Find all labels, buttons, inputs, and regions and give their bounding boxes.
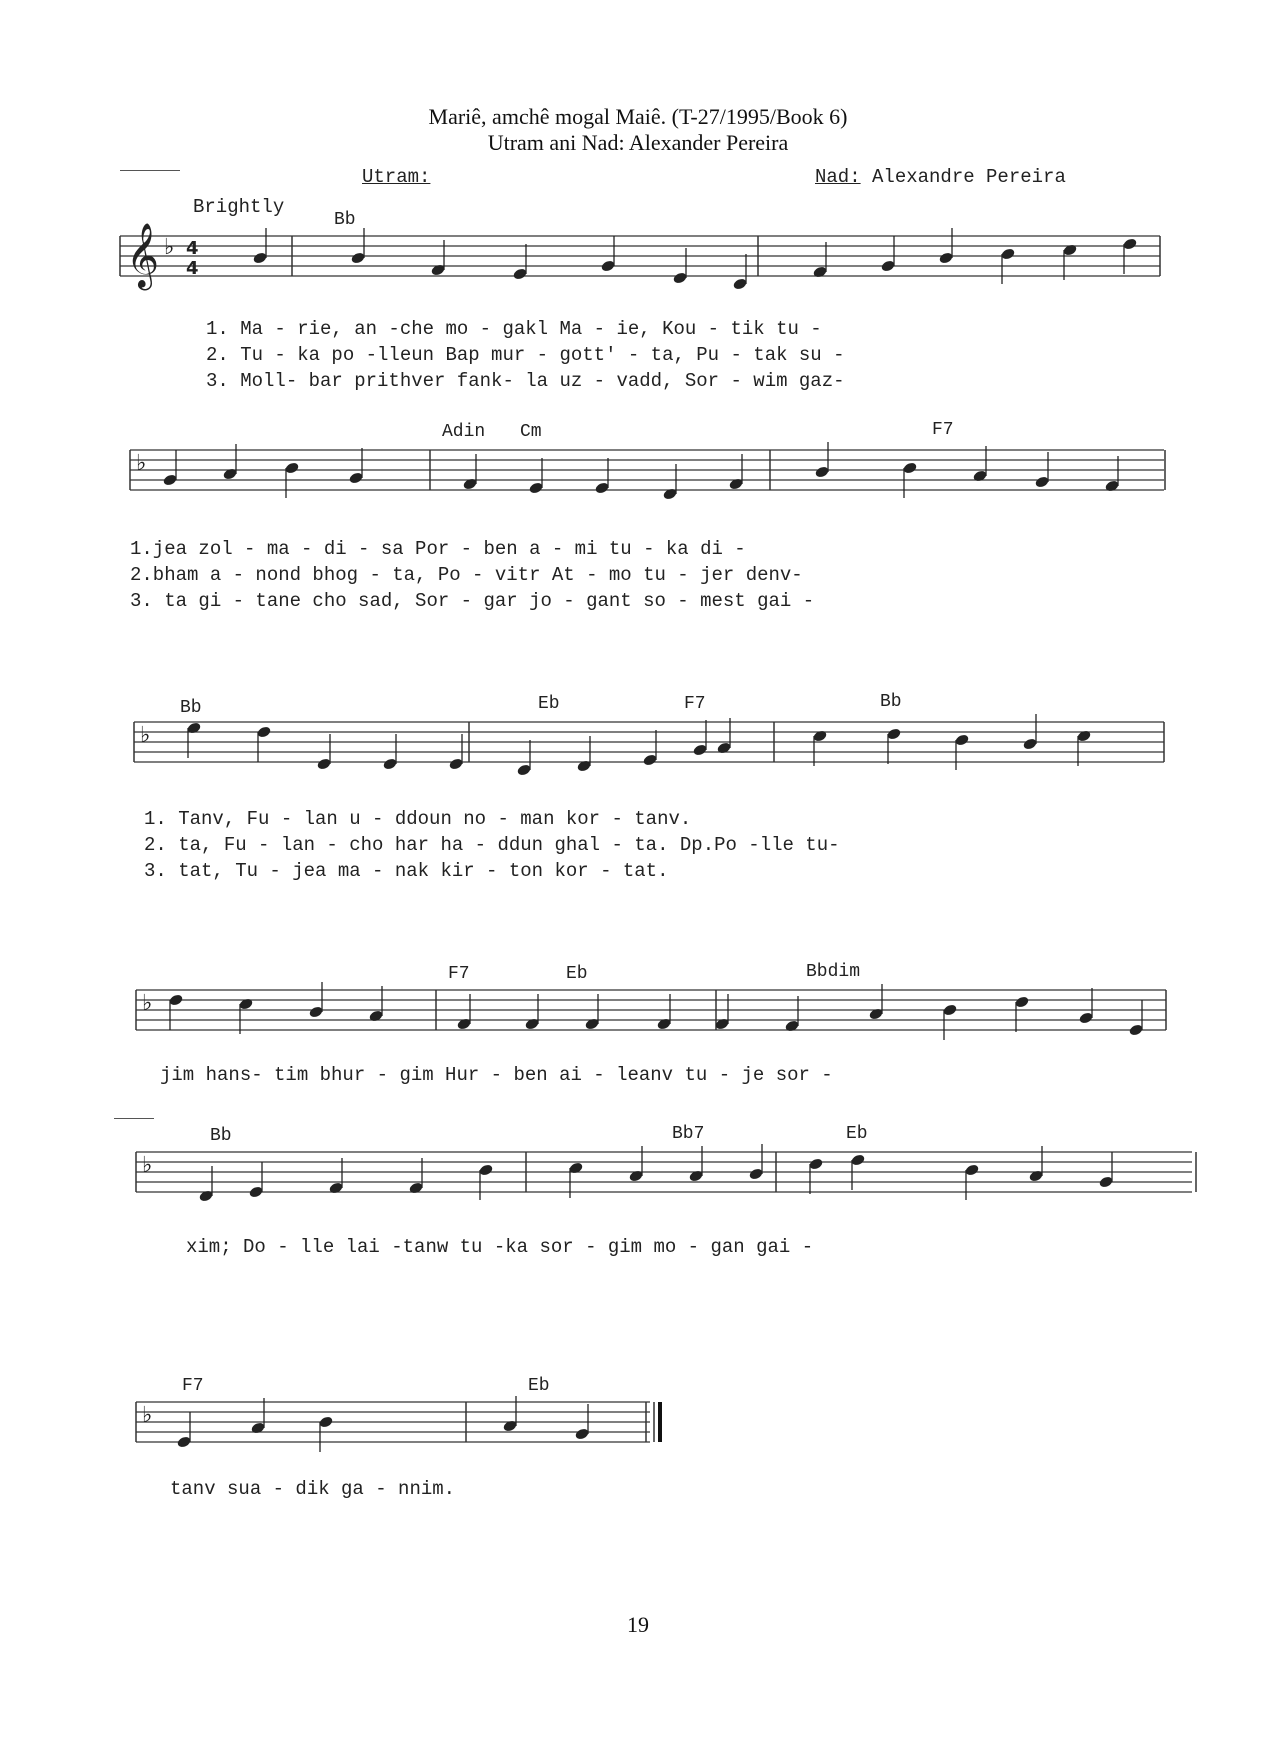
divider [114,1118,154,1119]
lyric-line: 3. tat, Tu - jea ma - nak kir - ton kor - tat. [144,860,669,882]
nad-name: Alexandre Pereira [872,166,1066,188]
lyric-line: 1. Ma - rie, an -che mo - gakl Ma - ie, Kou - tik tu - [206,318,822,340]
lyric-line: 2. ta, Fu - lan - cho har ha - ddun ghal - ta. Dp.Po -lle tu- [144,834,840,856]
chord-symbol: F7 [684,694,706,714]
lyric-line: 1. Tanv, Fu - lan u - ddoun no - man kor - tanv. [144,808,692,830]
page-number: 19 [627,1612,649,1637]
lyric-line: 3. ta gi - tane cho sad, Sor - gar jo - gant so - mest gai - [130,590,815,612]
nad-label: Nad: [815,166,861,188]
nad-credit [815,166,1066,188]
chord-symbol: Bbdim [806,962,861,982]
treble-clef-icon: 𝄞 [126,223,160,288]
lyric-line: jim hans- tim bhur - gim Hur - ben ai - leanv tu - je sor - [160,1064,833,1086]
flat-icon: ♭ [142,1403,153,1428]
time-signature: 4 [186,238,199,259]
utram-label: Utram: [362,166,431,188]
chord-symbol: F7 [448,964,470,984]
chord-symbol: Bb [880,692,902,712]
chord-symbol: Bb7 [672,1124,705,1144]
chord-symbol: F7 [182,1376,204,1396]
lyric-line: tanv sua - dik ga - nnim. [170,1478,456,1500]
chord-symbol: Eb [846,1124,868,1144]
song-title: Mariê, amchê mogal Maiê. (T-27/1995/Book 6) [428,104,848,129]
music-staff-6 [136,1392,656,1492]
chord-symbol: Cm [520,422,542,442]
chord-symbol: Eb [528,1376,550,1396]
lyric-line: 1.jea zol - ma - di - sa Por - ben a - mi tu - ka di - [130,538,746,560]
lyric-line: 2.bham a - nond bhog - ta, Po - vitr At - mo tu - jer denv- [130,564,803,586]
chord-symbol: Eb [566,964,588,984]
flat-icon: ♭ [164,235,175,260]
lyric-line: 3. Moll- bar prithver fank- la uz - vadd, Sor - wim gaz- [206,370,845,392]
lyric-line: 2. Tu - ka po -lleun Bap mur - gott' - ta, Pu - tak su - [206,344,845,366]
time-signature: 4 [186,258,199,279]
tempo-marking: Brightly [193,196,285,218]
divider [120,170,180,171]
music-staff-5 [136,1142,1198,1242]
chord-symbol: Adin [442,422,486,442]
song-subtitle: Utram ani Nad: Alexander Pereira [487,130,789,155]
lyric-line: xim; Do - lle lai -tanw tu -ka sor - gim mo - gan gai - [186,1236,814,1258]
flat-icon: ♭ [142,1153,153,1178]
flat-icon: ♭ [142,991,153,1016]
music-staff-3 [134,712,1170,812]
music-staff-2 [130,440,1170,540]
flat-icon: ♭ [140,723,151,748]
chord-symbol: Bb [180,698,202,718]
chord-symbol: Bb [334,210,356,230]
chord-symbol: Bb [210,1126,232,1146]
chord-symbol: F7 [932,420,954,440]
music-staff-1 [120,223,1166,326]
flat-icon: ♭ [136,451,147,476]
chord-symbol: Eb [538,694,560,714]
